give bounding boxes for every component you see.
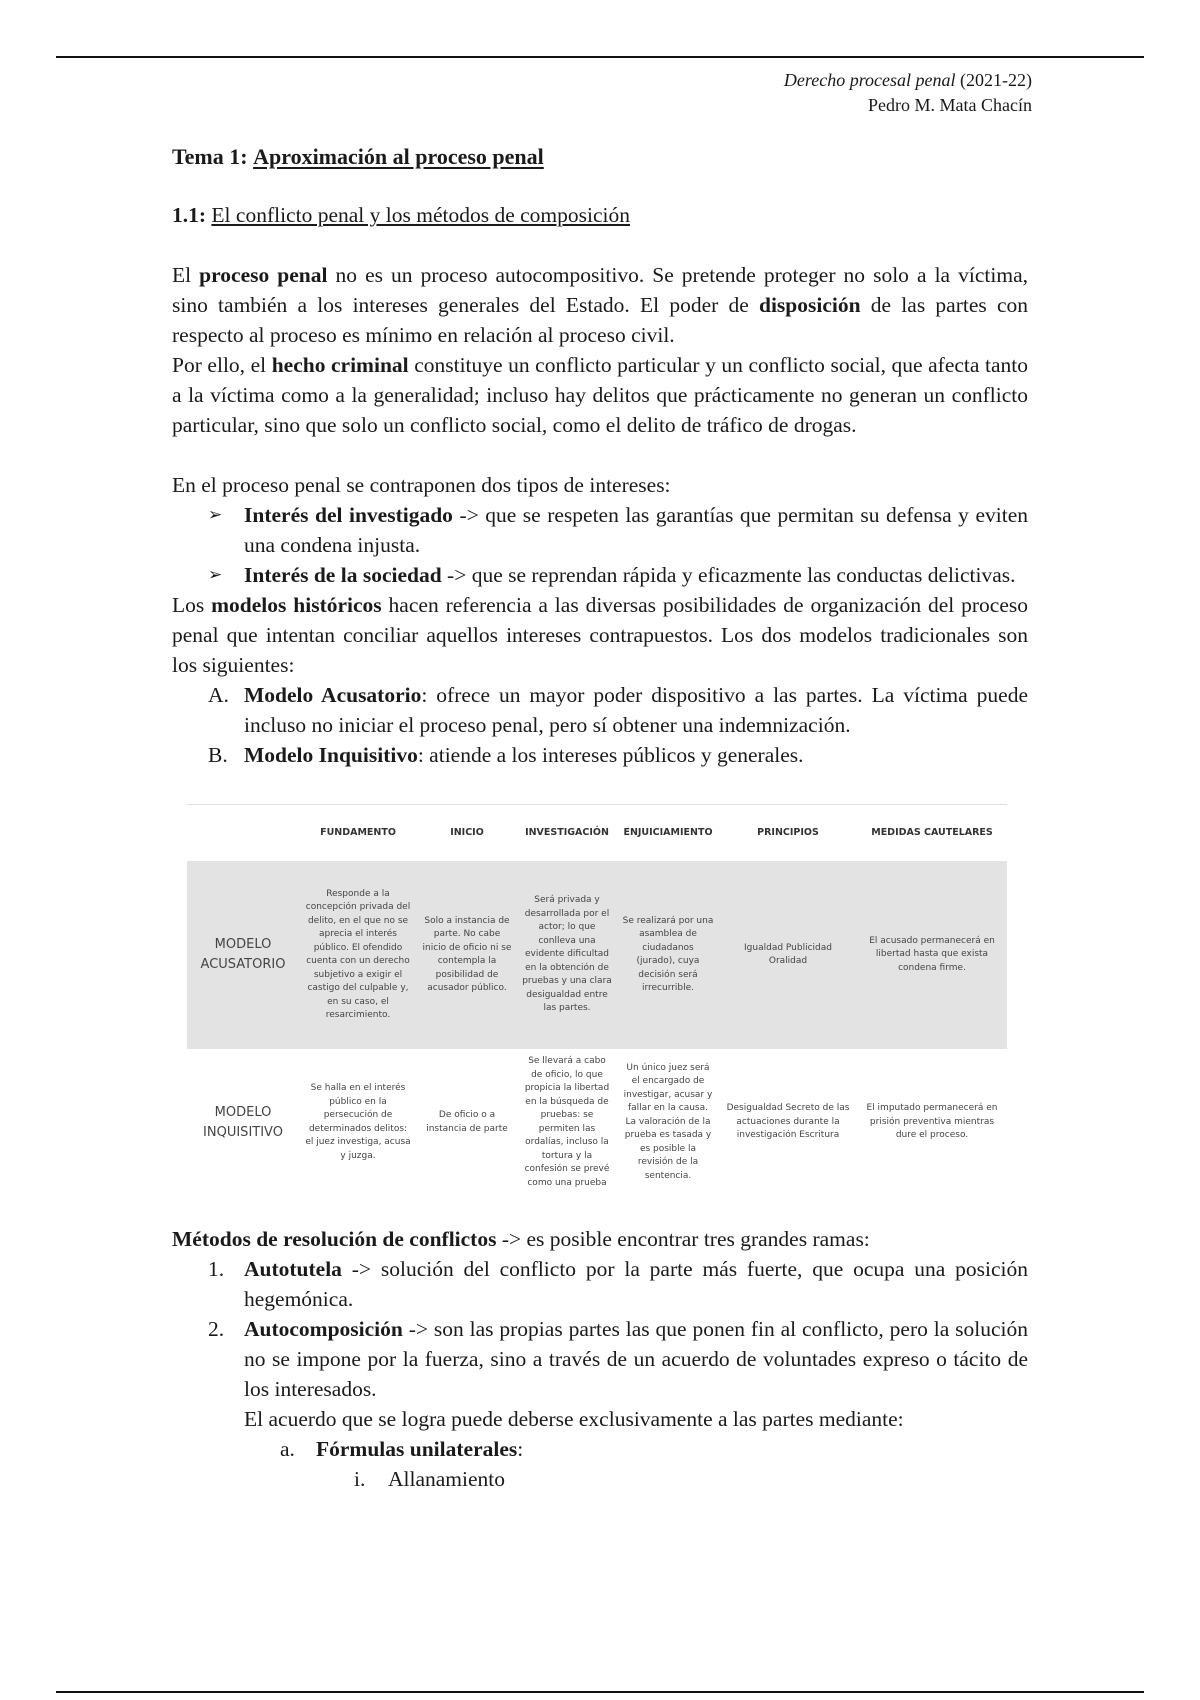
column-header: PRINCIPIOS — [719, 805, 857, 862]
tema-label: Tema 1: — [172, 144, 248, 169]
table-row — [187, 861, 1007, 1049]
row-header: MODELO ACUSATORIO — [187, 861, 299, 1049]
course-line — [784, 68, 1032, 93]
course-year: (2021-22) — [960, 70, 1032, 90]
tema-title — [172, 142, 1028, 172]
table-cell: De oficio o a instancia de parte — [417, 1049, 517, 1196]
course-name: Derecho procesal penal — [783, 70, 956, 90]
table-cell: El imputado permanecerá en prisión preventiva mientras dure el proceso. — [857, 1049, 1007, 1196]
page-header — [784, 68, 1032, 118]
table-cell: Solo a instancia de parte. No cabe inicio de oficio ni se contempla la posibilidad de acusador público. — [417, 861, 517, 1049]
table-cell: Un único juez será el encargado de investigar, acusar y fallar en la causa. La valoración de la prueba es tasada y es posible la revisión de la sentencia. — [617, 1049, 719, 1196]
list-item: 2. Autocomposición -> son las propias partes las que ponen fin al conflicto, pero la solución no se impone por la fuerza, sino a través de un acuerdo de voluntades expreso o tácito de los interesados. — [208, 1317, 1028, 1401]
paragraph-modelos: Los modelos históricos hacen referencia a las diversas posibilidades de organización del proceso penal que intentan conciliar aquellos intereses contrapuestos. Los dos modelos tradicionales son los siguientes: — [172, 593, 1028, 677]
arrow-bullet-icon: ➢ — [208, 565, 223, 585]
models-list — [172, 680, 1028, 770]
table-row — [187, 1049, 1007, 1196]
table-cell: Desigualdad Secreto de las actuaciones durante la investigación Escritura — [719, 1049, 857, 1196]
methods-list — [172, 1254, 1028, 1404]
list-item: A. Modelo Acusatorio: ofrece un mayor poder dispositivo a las partes. La víctima puede incluso no iniciar el proceso penal, pero sí obtener una indemnización. — [208, 683, 1028, 737]
author-name: Pedro M. Mata Chacín — [868, 95, 1032, 115]
paragraph-metodos: Métodos de resolución de conflictos -> es posible encontrar tres grandes ramas: — [172, 1227, 870, 1251]
column-header: INVESTIGACIÓN — [517, 805, 617, 862]
arrow-bullet-icon: ➢ — [208, 505, 223, 525]
table-cell: Se halla en el interés público en la persecución de determinados delitos: el juez investiga, acusa y juzga. — [299, 1049, 417, 1196]
table-cell: Se realizará por una asamblea de ciudadanos (jurado), cuya decisión será irrecurrible. — [617, 861, 719, 1049]
list-item: ➢ Interés del investigado -> que se respeten las garantías que permitan su defensa y eviten una condena injusta. — [172, 500, 1028, 560]
section-name: El conflicto penal y los métodos de composición — [211, 203, 630, 227]
paragraph-proceso-penal: El proceso penal no es un proceso autocompositivo. Se pretende proteger no solo a la víctima, sino también a los intereses generales del Estado. El poder de disposición de las partes con respecto al proceso es mínimo en relación al proceso civil. — [172, 263, 1029, 347]
paragraph-intereses: En el proceso penal se contraponen dos tipos de intereses: — [172, 473, 671, 497]
row-header: MODELO INQUISITIVO — [187, 1049, 299, 1196]
paragraph-hecho-criminal: Por ello, el hecho criminal constituye un conflicto particular y un conflicto social, que afecta tanto a la víctima como a la generalidad; incluso hay delitos que prácticamente no generan un conflicto particular, sino que solo un conflicto social, como el delito de tráfico de drogas. — [172, 353, 1028, 437]
tema-name: Aproximación al proceso penal — [253, 144, 544, 169]
table-header-row — [187, 805, 1007, 862]
list-item: 1. Autotutela -> solución del conflicto por la parte más fuerte, que ocupa una posición hegemónica. — [208, 1257, 1028, 1311]
table-cell: El acusado permanecerá en libertad hasta que exista condena firme. — [857, 861, 1007, 1049]
table-cell: Igualdad Publicidad Oralidad — [719, 861, 857, 1049]
section-label: 1.1: — [172, 203, 207, 227]
table-cell: Será privada y desarrollada por el actor; lo que conlleva una evidente dificultad en la obtención de pruebas y una clara desigualdad entre las partes. — [517, 861, 617, 1049]
paragraph-acuerdo: El acuerdo que se logra puede deberse exclusivamente a las partes mediante: — [244, 1407, 904, 1431]
column-header: MEDIDAS CAUTELARES — [857, 805, 1007, 862]
bottom-rule — [56, 1691, 1144, 1693]
list-item: ➢ Interés de la sociedad -> que se reprendan rápida y eficazmente las conductas delictivas. — [172, 560, 1028, 590]
list-item: B. Modelo Inquisitivo: atiende a los intereses públicos y generales. — [208, 743, 804, 767]
table-cell: Responde a la concepción privada del delito, en el que no se aprecia el interés público. El ofendido cuenta con un derecho subjetivo a exigir el castigo del culpable y, en su caso, el resarcimiento. — [299, 861, 417, 1049]
models-comparison-table — [187, 804, 1007, 1196]
top-rule — [56, 56, 1144, 58]
column-header: FUNDAMENTO — [299, 805, 417, 862]
column-header: INICIO — [417, 805, 517, 862]
section-title — [172, 200, 1028, 230]
sub-list-item: a. Fórmulas unilaterales: — [280, 1437, 524, 1461]
table-cell: Se llevará a cabo de oficio, lo que propicia la libertad en la búsqueda de pruebas: se permiten las ordalías, incluso la tortura y la confesión se prevé como una prueba — [517, 1049, 617, 1196]
document-body — [172, 142, 1028, 1494]
interests-list — [172, 500, 1028, 590]
sub-sub-list-item: i. Allanamiento — [354, 1467, 506, 1491]
column-header: ENJUICIAMIENTO — [617, 805, 719, 862]
